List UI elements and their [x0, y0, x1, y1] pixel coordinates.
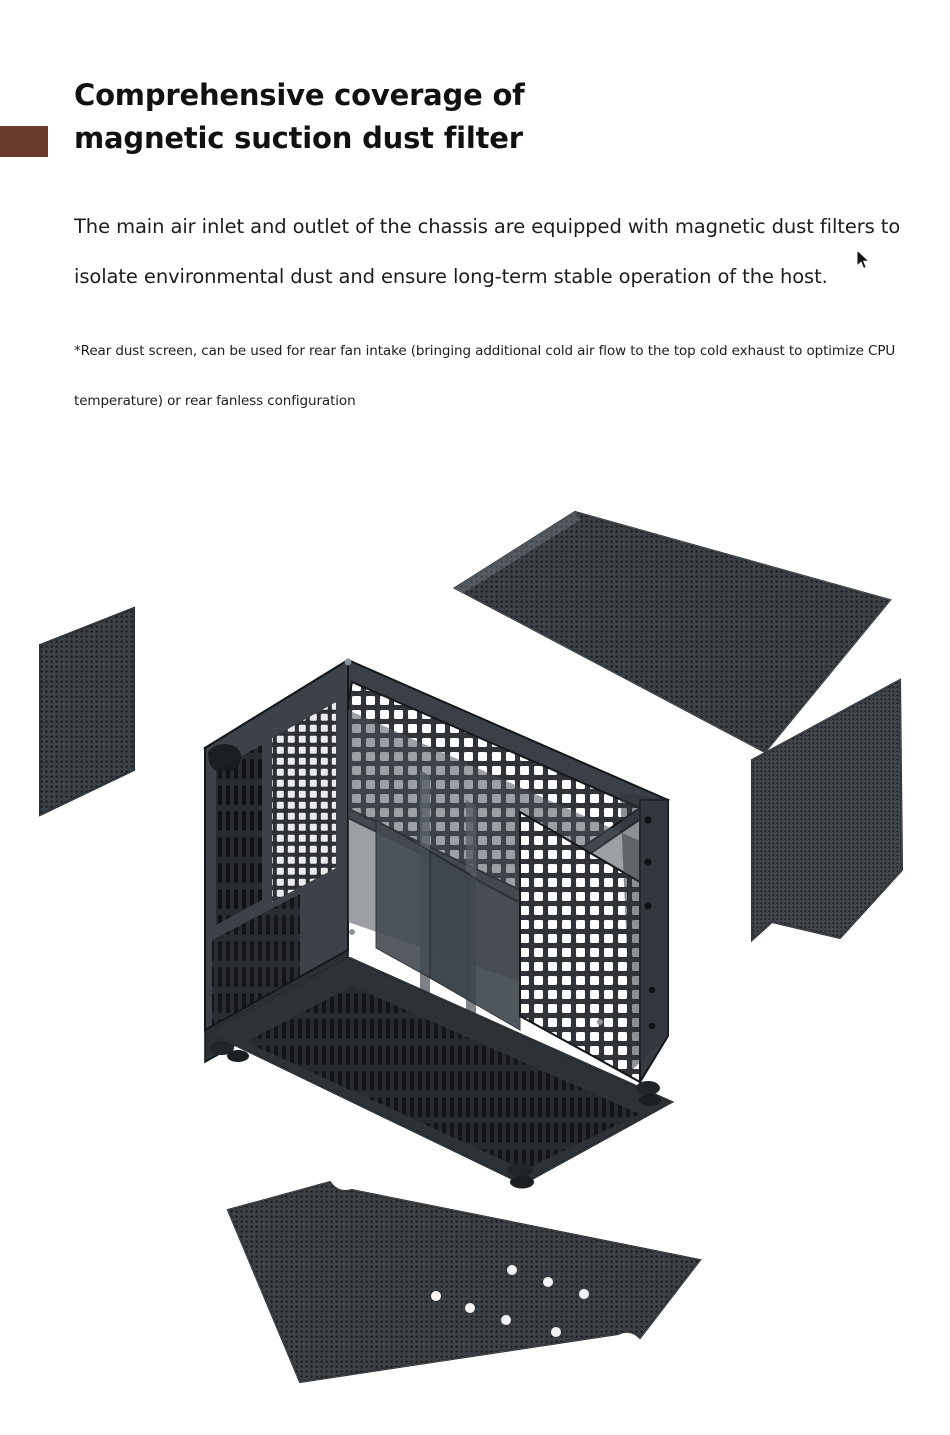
text-content [74, 74, 920, 426]
chassis-frame [205, 659, 672, 1189]
footnote-text: *Rear dust screen, can be used for rear fan intake (bringing additional cold air flow to the top cold exhaust to optimize CPU temperature) or rear fanless configuration [74, 343, 896, 409]
accent-bar [0, 126, 48, 157]
filter-bottom-panel [228, 1182, 700, 1382]
filter-left-side-panel [40, 608, 134, 815]
body-paragraph: The main air inlet and outlet of the chassis are equipped with magnetic dust filters to isolate environmental dust and ensure long-term stable operation of the host. [74, 215, 901, 288]
filter-top-panel [455, 512, 890, 752]
page-title-line-1: Comprehensive coverage of [74, 78, 525, 112]
page-title [74, 74, 920, 160]
page-title-line-2: magnetic suction dust filter [74, 121, 523, 155]
product-illustration [0, 470, 950, 1435]
